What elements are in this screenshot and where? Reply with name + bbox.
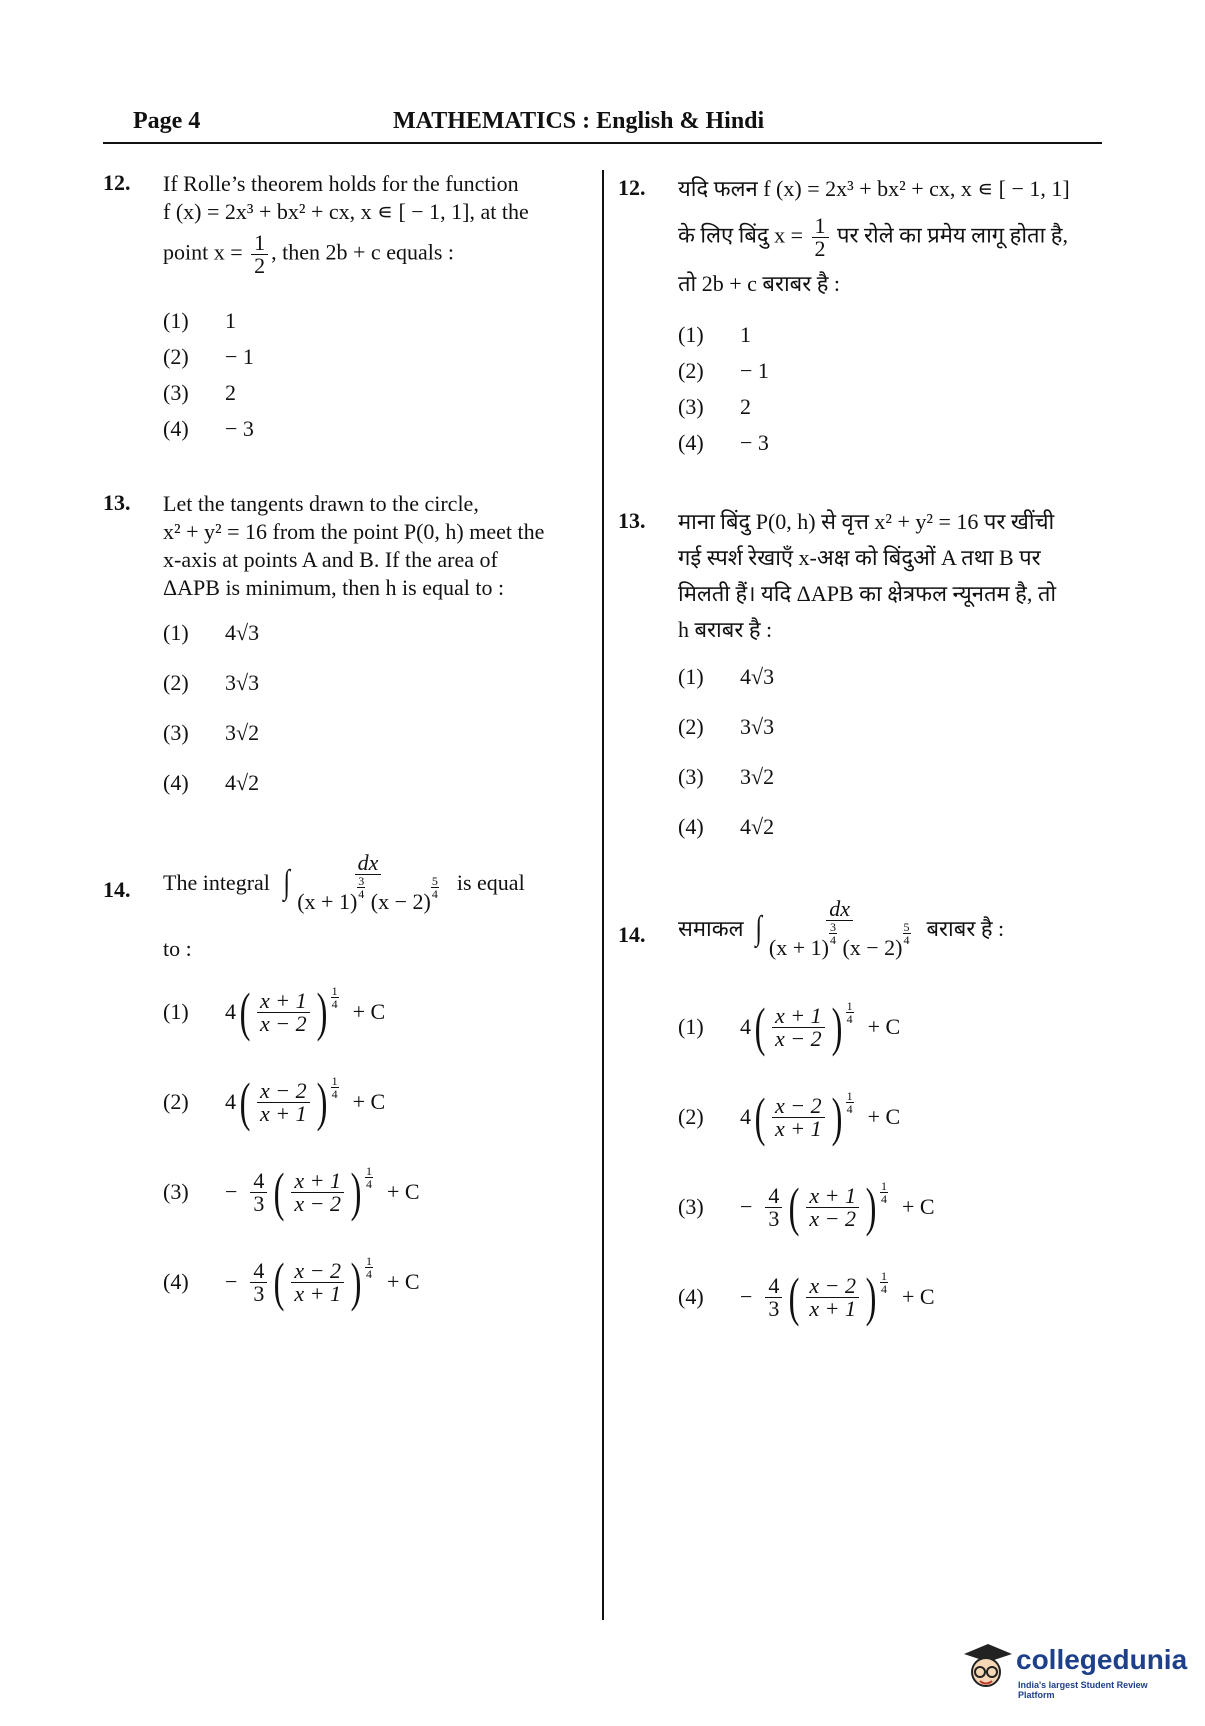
denominator: 2 bbox=[254, 253, 266, 278]
text-span: समाकल bbox=[678, 915, 744, 941]
question-line bbox=[163, 232, 588, 277]
denominator: 3 bbox=[768, 1295, 780, 1321]
constant-term: + C bbox=[352, 1089, 386, 1114]
option-number: (2) bbox=[163, 344, 189, 369]
option-value: 1 bbox=[225, 308, 236, 333]
question-line: x-axis at points A and B. If the area of bbox=[163, 547, 498, 572]
integral-fraction bbox=[766, 898, 914, 959]
question-line: If Rolle’s theorem holds for the function bbox=[163, 171, 519, 196]
option-item bbox=[163, 416, 254, 442]
option-number: (1) bbox=[163, 308, 189, 333]
option-value: − 1 bbox=[225, 344, 254, 369]
denominator: 4 bbox=[881, 1192, 888, 1206]
text-span: (x + 1) bbox=[297, 889, 358, 914]
option-value: 4√3 bbox=[740, 664, 775, 689]
option-number: (3) bbox=[163, 720, 189, 745]
fraction bbox=[257, 987, 310, 1036]
option-item bbox=[678, 394, 751, 420]
fraction bbox=[251, 232, 268, 277]
denominator: x − 2 bbox=[774, 1025, 822, 1051]
numerator: 5 bbox=[903, 920, 910, 934]
question-number: 14. bbox=[618, 922, 646, 947]
option-number: (1) bbox=[163, 620, 189, 645]
question-line: h बराबर है : bbox=[678, 617, 773, 642]
denominator bbox=[294, 875, 442, 913]
numerator: 5 bbox=[431, 874, 438, 888]
right-paren: ) bbox=[865, 1267, 877, 1327]
numerator: 4 bbox=[765, 1185, 782, 1208]
exponent bbox=[365, 1165, 373, 1190]
integral-sign: ∫ bbox=[754, 909, 762, 947]
left-paren: ( bbox=[754, 1087, 766, 1147]
question-line: मिलती हैं। यदि ΔAPB का क्षेत्रफल न्यूनतम है, तो bbox=[678, 581, 1057, 606]
exponent bbox=[331, 985, 339, 1010]
option-value: 2 bbox=[740, 394, 751, 419]
question-line: गई स्पर्श रेखाएँ x-अक्ष को बिंदुओं A तथा B पर bbox=[678, 545, 1041, 570]
left-paren: ( bbox=[789, 1177, 800, 1237]
exponent bbox=[880, 1180, 888, 1205]
constant-term: + C bbox=[387, 1179, 420, 1204]
left-paren: ( bbox=[274, 1252, 285, 1312]
coefficient-fraction bbox=[765, 1182, 782, 1231]
option-expression bbox=[225, 1072, 386, 1132]
option-item bbox=[678, 1087, 901, 1147]
fraction bbox=[257, 1077, 310, 1126]
option-value: 4√2 bbox=[225, 770, 260, 795]
denominator: 4 bbox=[366, 1177, 373, 1191]
page-number: Page 4 bbox=[133, 108, 201, 134]
option-number: (3) bbox=[678, 394, 704, 419]
text-span: बराबर है : bbox=[926, 915, 1005, 941]
fraction bbox=[772, 1092, 825, 1141]
constant-term: + C bbox=[867, 1014, 901, 1039]
exponent bbox=[331, 1075, 339, 1100]
option-number: (2) bbox=[678, 1104, 704, 1129]
numerator: 1 bbox=[881, 1269, 888, 1283]
option-item bbox=[163, 620, 259, 646]
denominator: 4 bbox=[431, 887, 438, 901]
coefficient-fraction bbox=[250, 1167, 267, 1216]
right-paren: ) bbox=[865, 1177, 877, 1237]
fraction bbox=[806, 1182, 859, 1231]
question-line: तो 2b + c बराबर है : bbox=[678, 271, 841, 296]
option-item bbox=[163, 720, 259, 746]
option-expression bbox=[740, 1087, 901, 1147]
exponent bbox=[357, 875, 365, 900]
text-span: (x + 1) bbox=[768, 935, 829, 960]
option-item bbox=[678, 322, 751, 348]
page-header bbox=[103, 108, 1102, 144]
option-number: (4) bbox=[678, 814, 704, 839]
denominator bbox=[766, 921, 914, 959]
numerator: x − 2 bbox=[806, 1275, 859, 1298]
numerator: 1 bbox=[812, 215, 829, 238]
option-value: 3√3 bbox=[740, 714, 775, 739]
option-expression bbox=[740, 1177, 935, 1237]
numerator: 1 bbox=[331, 984, 338, 998]
option-number: (3) bbox=[678, 764, 704, 789]
question-line: Let the tangents drawn to the circle, bbox=[163, 491, 479, 516]
option-number: (1) bbox=[678, 322, 704, 347]
right-paren: ) bbox=[350, 1252, 362, 1312]
numerator: 1 bbox=[846, 1089, 853, 1103]
option-item bbox=[163, 1162, 420, 1222]
denominator: 2 bbox=[814, 236, 826, 261]
exponent bbox=[846, 1090, 854, 1115]
numerator: dx bbox=[826, 898, 853, 921]
page-title: MATHEMATICS : English & Hindi bbox=[393, 108, 765, 134]
left-paren: ( bbox=[239, 1072, 251, 1132]
option-item bbox=[678, 814, 774, 840]
fraction bbox=[291, 1167, 344, 1216]
option-item bbox=[678, 430, 769, 456]
constant-term: + C bbox=[902, 1284, 935, 1309]
option-number: (4) bbox=[163, 770, 189, 795]
logo-tagline: India's largest Student Review Platform bbox=[1018, 1680, 1148, 1700]
question-line bbox=[678, 215, 1098, 260]
option-item bbox=[678, 764, 774, 790]
denominator: 4 bbox=[846, 1012, 853, 1026]
option-item bbox=[163, 670, 259, 696]
option-item bbox=[678, 1177, 935, 1237]
exponent bbox=[365, 1255, 373, 1280]
question-line: x² + y² = 16 from the point P(0, h) meet the bbox=[163, 519, 545, 544]
question-line: यदि फलन f (x) = 2x³ + bx² + cx, x ∊ [ − 1, 1] bbox=[678, 176, 1070, 201]
numerator: 1 bbox=[366, 1254, 373, 1268]
integral-fraction bbox=[294, 852, 442, 913]
denominator: x + 1 bbox=[294, 1280, 342, 1306]
question-14-text bbox=[163, 852, 593, 913]
question-line: f (x) = 2x³ + bx² + cx, x ∊ [ − 1, 1], at the bbox=[163, 199, 529, 224]
option-item bbox=[163, 1252, 420, 1312]
minus-sign: − bbox=[225, 1269, 238, 1294]
numerator: x − 2 bbox=[291, 1260, 344, 1283]
mascot-icon bbox=[958, 1640, 1014, 1696]
text-span: (x − 2) bbox=[842, 935, 903, 960]
option-item bbox=[678, 1267, 935, 1327]
exponent bbox=[846, 1000, 854, 1025]
denominator: x + 1 bbox=[774, 1115, 822, 1141]
option-expression bbox=[225, 982, 386, 1042]
text-span: (x − 2) bbox=[370, 889, 431, 914]
option-expression bbox=[225, 1252, 420, 1312]
denominator: 4 bbox=[881, 1282, 888, 1296]
exponent bbox=[431, 875, 439, 900]
option-item bbox=[163, 1072, 386, 1132]
denominator: 4 bbox=[331, 997, 338, 1011]
question-number: 14. bbox=[103, 877, 131, 902]
question-number: 13. bbox=[618, 508, 646, 533]
left-paren: ( bbox=[789, 1267, 800, 1327]
minus-sign: − bbox=[225, 1179, 238, 1204]
numerator: 4 bbox=[765, 1275, 782, 1298]
option-item bbox=[163, 344, 254, 370]
denominator: x − 2 bbox=[809, 1205, 857, 1231]
denominator: 4 bbox=[829, 933, 836, 947]
coefficient: 4 bbox=[225, 999, 236, 1024]
option-number: (1) bbox=[678, 1014, 704, 1039]
option-item bbox=[163, 380, 236, 406]
right-paren: ) bbox=[316, 1072, 327, 1132]
fraction bbox=[772, 1002, 825, 1051]
denominator: 4 bbox=[846, 1102, 853, 1116]
right-paren: ) bbox=[831, 997, 842, 1057]
logo-wordmark: collegedunia bbox=[1016, 1644, 1188, 1675]
fraction bbox=[812, 215, 829, 260]
denominator: 3 bbox=[253, 1190, 265, 1216]
option-number: (4) bbox=[163, 1269, 189, 1294]
option-value: 4√3 bbox=[225, 620, 260, 645]
text-span: point x = bbox=[163, 239, 243, 265]
column-divider bbox=[602, 170, 604, 1620]
option-value: 1 bbox=[740, 322, 751, 347]
fraction bbox=[291, 1257, 344, 1306]
exponent bbox=[903, 921, 911, 946]
numerator: 3 bbox=[358, 874, 365, 888]
denominator: x − 2 bbox=[294, 1190, 342, 1216]
question-13-text-hindi bbox=[678, 504, 1103, 648]
option-item bbox=[163, 308, 236, 334]
collegedunia-logo bbox=[958, 1636, 1188, 1706]
option-number: (3) bbox=[163, 380, 189, 405]
numerator: x + 1 bbox=[291, 1170, 344, 1193]
numerator: 1 bbox=[331, 1074, 338, 1088]
exponent bbox=[829, 921, 837, 946]
question-12-text bbox=[163, 170, 588, 277]
right-paren: ) bbox=[831, 1087, 842, 1147]
text-span: is equal bbox=[456, 869, 525, 895]
question-12-text-hindi bbox=[678, 175, 1098, 298]
constant-term: + C bbox=[387, 1269, 420, 1294]
option-number: (2) bbox=[678, 358, 704, 383]
denominator: x + 1 bbox=[809, 1295, 857, 1321]
denominator: 4 bbox=[903, 933, 910, 947]
option-number: (2) bbox=[678, 714, 704, 739]
left-paren: ( bbox=[274, 1162, 285, 1222]
right-paren: ) bbox=[316, 982, 327, 1042]
question-line: माना बिंदु P(0, h) से वृत्त x² + y² = 16 पर खींची bbox=[678, 509, 1055, 534]
option-value: − 3 bbox=[225, 416, 254, 441]
numerator: 1 bbox=[251, 232, 268, 255]
option-item bbox=[163, 770, 259, 796]
option-number: (1) bbox=[678, 664, 704, 689]
option-number: (3) bbox=[163, 1179, 189, 1204]
numerator: x + 1 bbox=[257, 990, 310, 1013]
option-item bbox=[678, 714, 774, 740]
text-span: , then 2b + c equals : bbox=[271, 239, 455, 265]
option-item bbox=[678, 664, 774, 690]
coefficient: 4 bbox=[225, 1089, 236, 1114]
denominator: 4 bbox=[331, 1087, 338, 1101]
left-paren: ( bbox=[239, 982, 251, 1042]
left-paren: ( bbox=[754, 997, 766, 1057]
minus-sign: − bbox=[740, 1194, 753, 1219]
constant-term: + C bbox=[352, 999, 386, 1024]
option-number: (4) bbox=[163, 416, 189, 441]
option-value: 2 bbox=[225, 380, 236, 405]
numerator: x + 1 bbox=[772, 1005, 825, 1028]
numerator: dx bbox=[355, 852, 382, 875]
coefficient: 4 bbox=[740, 1014, 751, 1039]
question-line: to : bbox=[163, 936, 192, 961]
numerator: 1 bbox=[881, 1179, 888, 1193]
coefficient: 4 bbox=[740, 1104, 751, 1129]
denominator: 3 bbox=[253, 1280, 265, 1306]
denominator: x + 1 bbox=[259, 1100, 307, 1126]
text-span: The integral bbox=[163, 869, 270, 895]
question-number: 13. bbox=[103, 490, 131, 515]
constant-term: + C bbox=[867, 1104, 901, 1129]
option-value: 3√2 bbox=[225, 720, 260, 745]
option-value: 3√3 bbox=[225, 670, 260, 695]
option-number: (4) bbox=[678, 1284, 704, 1309]
option-number: (2) bbox=[163, 1089, 189, 1114]
question-14-text-hindi bbox=[678, 898, 1108, 959]
numerator: x + 1 bbox=[806, 1185, 859, 1208]
integral-sign: ∫ bbox=[283, 863, 290, 901]
numerator: 1 bbox=[846, 999, 853, 1013]
option-expression bbox=[740, 997, 901, 1057]
numerator: 4 bbox=[250, 1260, 267, 1283]
text-span: पर रोले का प्रमेय लागू होता है, bbox=[837, 222, 1068, 248]
option-number: (1) bbox=[163, 999, 189, 1024]
minus-sign: − bbox=[740, 1284, 753, 1309]
option-value: 3√2 bbox=[740, 764, 775, 789]
denominator: 4 bbox=[366, 1267, 373, 1281]
option-expression bbox=[225, 1162, 420, 1222]
question-13-text bbox=[163, 490, 588, 602]
exponent bbox=[880, 1270, 888, 1295]
denominator: 3 bbox=[768, 1205, 780, 1231]
numerator: x − 2 bbox=[257, 1080, 310, 1103]
option-item bbox=[678, 358, 769, 384]
option-expression bbox=[740, 1267, 935, 1327]
numerator: 4 bbox=[250, 1170, 267, 1193]
option-item bbox=[163, 982, 386, 1042]
question-number: 12. bbox=[618, 175, 646, 200]
right-paren: ) bbox=[350, 1162, 362, 1222]
option-value: − 3 bbox=[740, 430, 769, 455]
text-span: के लिए बिंदु x = bbox=[678, 222, 804, 248]
numerator: x − 2 bbox=[772, 1095, 825, 1118]
option-item bbox=[678, 997, 901, 1057]
option-number: (4) bbox=[678, 430, 704, 455]
denominator: 4 bbox=[358, 887, 365, 901]
option-number: (2) bbox=[163, 670, 189, 695]
question-number: 12. bbox=[103, 170, 131, 195]
numerator: 3 bbox=[829, 920, 836, 934]
question-line: ΔAPB is minimum, then h is equal to : bbox=[163, 575, 505, 600]
fraction bbox=[806, 1272, 859, 1321]
option-value: − 1 bbox=[740, 358, 769, 383]
coefficient-fraction bbox=[250, 1257, 267, 1306]
numerator: 1 bbox=[366, 1164, 373, 1178]
option-value: 4√2 bbox=[740, 814, 775, 839]
constant-term: + C bbox=[902, 1194, 935, 1219]
coefficient-fraction bbox=[765, 1272, 782, 1321]
option-number: (3) bbox=[678, 1194, 704, 1219]
denominator: x − 2 bbox=[259, 1010, 307, 1036]
